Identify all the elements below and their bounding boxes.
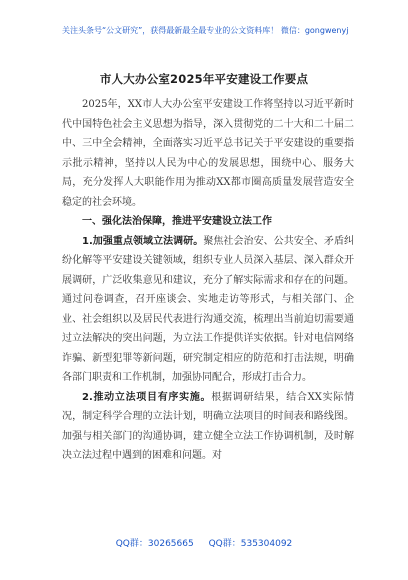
item-1-text: 聚焦社会治安、公共安全、矛盾纠纷化解等平安建设关键领域，组织专业人员深入基层、深入群众开展调研，广泛收集意见和建议，充分了解实际需求和存在的问题。通过问卷调查，召开座谈会、实地走访等形式，与相关部门、企业、社会组织以及居民代表进行沟通交流，梳理出当前迫切需要通过立法解决的突出问题，为立法工作提供详实依据。针对电信网络诈骗、新型犯罪等新问题，研究制定相应的防范和打击法规，明确各部门职责和工作机制，加强协同配合，形成打击合力。 (62, 235, 354, 383)
qq-group-2: QQ群：535304092 (208, 539, 293, 549)
item-2-text: 根据调研结果，结合XX实际情况，制定科学合理的立法计划，明确立法项目的时间表和路线图。加强与相关部门的沟通协调，建立健全立法工作协调机制，及时解决立法过程中遇到的困难和问题。对 (62, 391, 354, 461)
intro-paragraph: 2025年，XX市人大办公室平安建设工作将坚持以习近平新时代中国特色社会主义思想为指导，深入贯彻党的二十大和二十届二中、三中全会精神，全面落实习近平总书记关于平安建设的重要指示批示精神，坚持以人民为中心的发展思想，围绕中心、服务大局，充分发挥人大职能作用为推动XX都市圈高质量发展营造安全稳定的社会环境。 (62, 99, 354, 208)
page-title: 市人大办公室2025年平安建设工作要点 (99, 72, 309, 86)
footer-contact (0, 536, 408, 549)
item-2-paragraph (62, 388, 354, 466)
document-body (62, 95, 354, 466)
section-heading: 一、强化法治保障，推进平安建设立法工作 (82, 216, 272, 227)
qq-group-1: QQ群：30265665 (115, 539, 194, 549)
header-banner: 关注头条号“公文研究”，获得最新最全最专业的公文资料库！ 微信：gongwenyj (62, 26, 349, 35)
item-1-paragraph (62, 232, 354, 388)
item-2-lead: 2.推动立法项目有序实施。 (82, 391, 212, 403)
item-1-lead: 1.加强重点领域立法调研。 (82, 235, 204, 247)
